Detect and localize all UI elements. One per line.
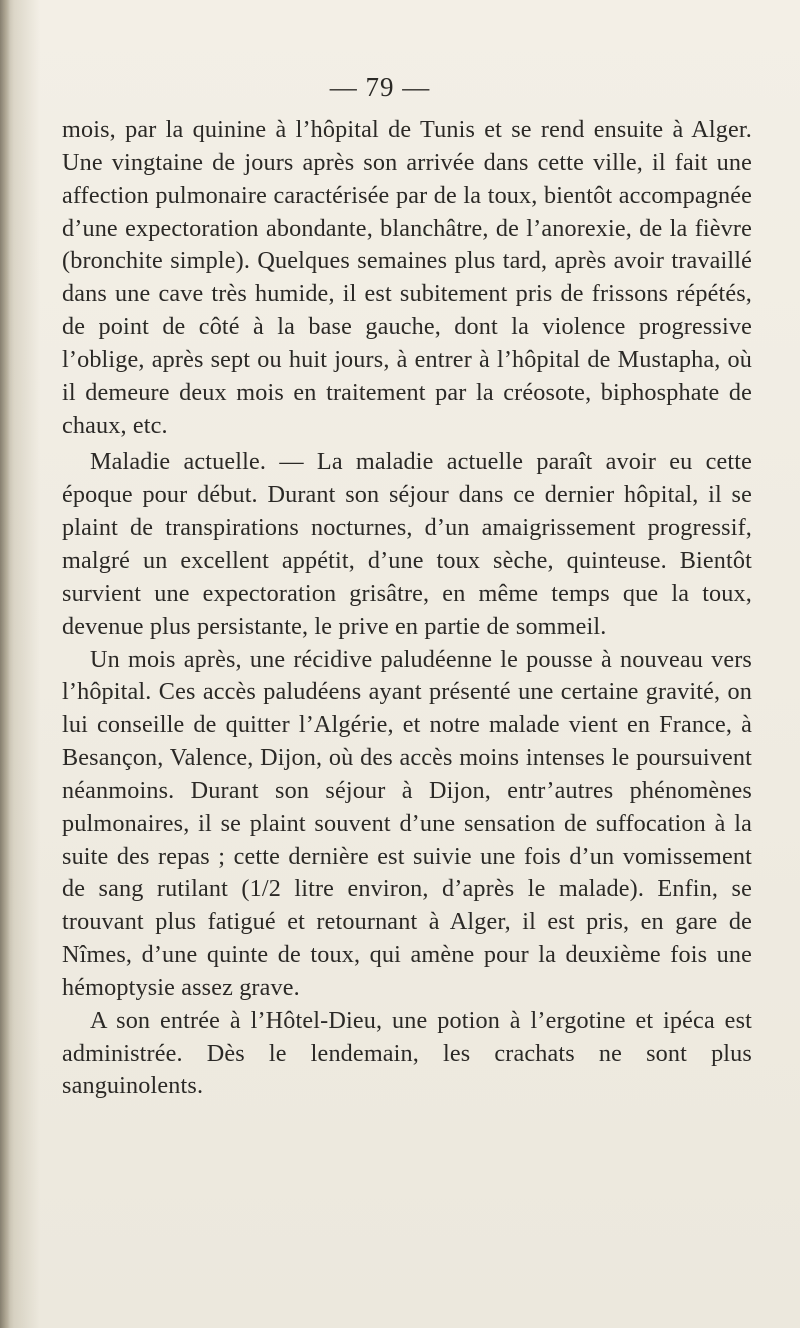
body-text bbox=[62, 114, 752, 1103]
paragraph: A son entrée à l’Hôtel-Dieu, une potion à l’ergotine et ipéca est administrée. Dès le lendemain, les crachats ne sont plus sanguinolents. bbox=[62, 1006, 752, 1100]
paragraph: Un mois après, une récidive paludéenne le pousse à nouveau vers l’hôpital. Ces accès paludéens ayant présenté une certaine gravité, on lui conseille de quitter l’Algérie, et notre malade vient en France, à Besançon, Valence, Dijon, où des accès moins intenses le poursuivent néanmoins. Durant son séjour à Dijon, entr’autres phénomènes pulmonaires, il se plaint souvent d’une sensation de suffocation à la suite des repas ; cette dernière est suivie une fois d’un vomissement de sang rutilant (1/2 litre environ, d’après le malade). Enfin, se trouvant plus fatigué et retournant à Alger, il est pris, en gare de Nîmes, d’une quinte de toux, qui amène pour la deuxième fois une hémoptysie assez grave. bbox=[62, 645, 752, 1001]
paragraph: mois, par la quinine à l’hôpital de Tunis et se rend ensuite à Alger. Une vingtaine de jours après son arrivée dans cette ville, il fait une affection pulmonaire caractérisée par de la toux, bientôt accompagnée d’une expectoration abondante, blanchâtre, de l’anorexie, de la fièvre (bronchite simple). Quelques semaines plus tard, après avoir travaillé dans une cave très humide, il est subitement pris de frissons répétés, de point de côté à la base gauche, dont la violence progressive l’oblige, après sept ou huit jours, à entrer à l’hôpital de Mustapha, où il demeure deux mois en traitement par la créosote, biphosphate de chaux, etc. bbox=[62, 116, 752, 439]
paragraph: Maladie actuelle. — La maladie actuelle paraît avoir eu cette époque pour début. Durant son séjour dans ce dernier hôpital, il se plaint de transpirations nocturnes, d’un amaigrissement progressif, malgré un excellent appétit, d’une toux sèche, quinteuse. Bientôt survient une expectoration grisâtre, en même temps que la toux, devenue plus persistante, le prive en partie de sommeil. bbox=[62, 448, 752, 640]
page-number: — 79 — bbox=[329, 72, 431, 102]
page-binding-shadow bbox=[0, 0, 10, 1328]
